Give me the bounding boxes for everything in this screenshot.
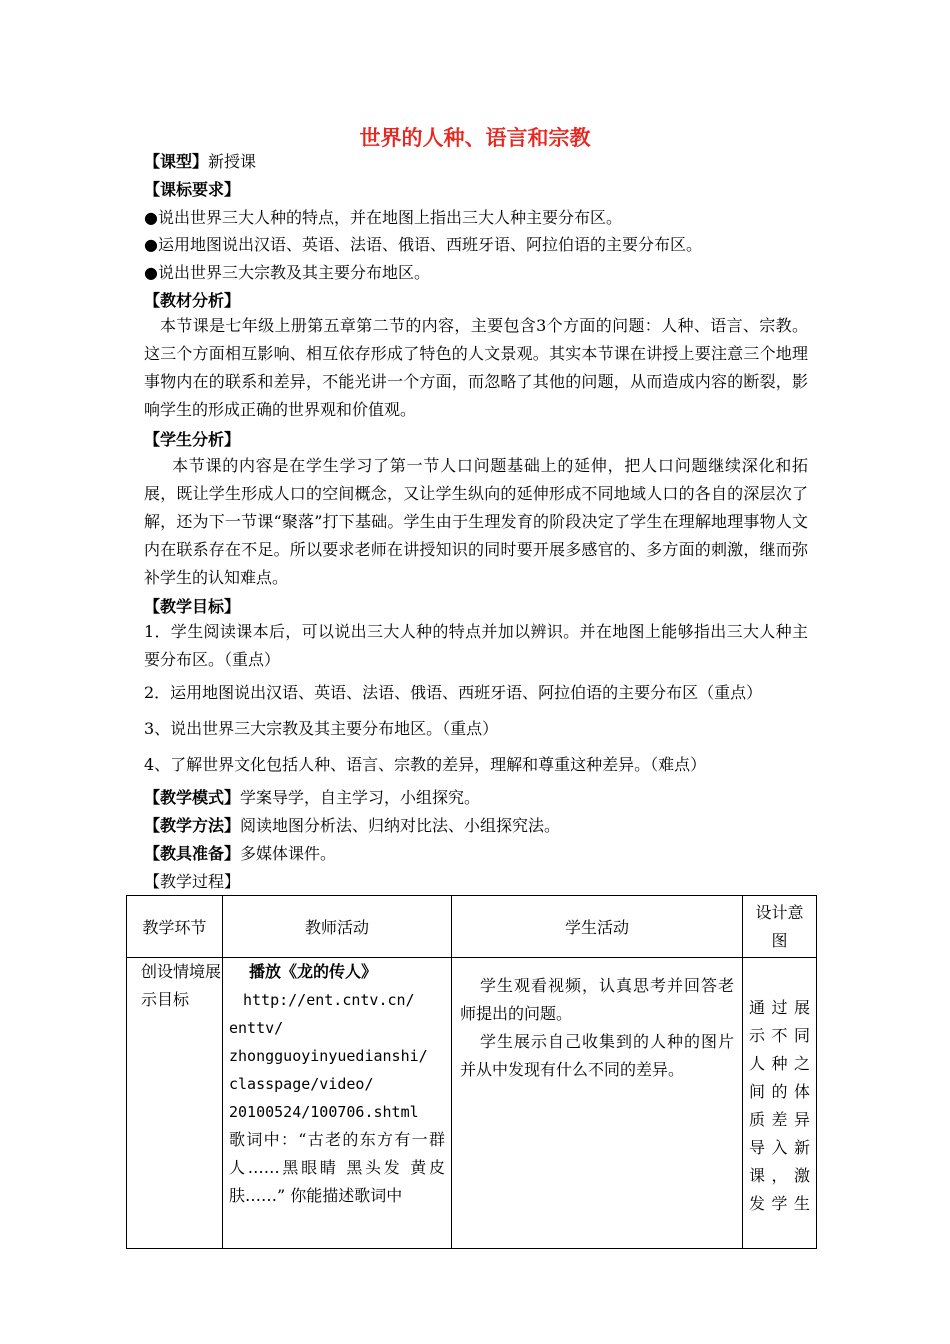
method-line bbox=[144, 816, 560, 836]
lesson-type-label: 【课型】 bbox=[144, 152, 209, 171]
header-stage: 教学环节 bbox=[127, 896, 223, 958]
standard-item-2: ●运用地图说出汉语、英语、法语、俄语、西班牙语、阿拉伯语的主要分布区。 bbox=[144, 235, 702, 254]
teacher-url-1[interactable]: http://ent.cntv.cn/ bbox=[243, 991, 415, 1009]
textbook-analysis-label: 【教材分析】 bbox=[144, 291, 241, 310]
teacher-title: 播放《龙的传人》 bbox=[249, 962, 378, 981]
mode-value: 学案导学，自主学习，小组探究。 bbox=[240, 788, 481, 807]
process-label: 【教学过程】 bbox=[144, 872, 241, 891]
student-p1: 学生观看视频，认真思考并回答老师提出的问题。 bbox=[460, 976, 734, 1023]
header-student: 学生活动 bbox=[452, 896, 743, 958]
lesson-type-value: 新授课 bbox=[208, 152, 257, 171]
header-teacher: 教师活动 bbox=[223, 896, 452, 958]
teaching-process-table bbox=[126, 895, 817, 1249]
tools-label: 【教具准备】 bbox=[144, 844, 241, 863]
tools-value: 多媒体课件。 bbox=[240, 844, 337, 863]
goal-item-4: 4、了解世界文化包括人种、语言、宗教的差异，理解和尊重这种差异。（难点） bbox=[144, 755, 707, 774]
standards-label: 【课标要求】 bbox=[144, 180, 241, 199]
method-label: 【教学方法】 bbox=[144, 816, 241, 835]
teacher-text: 歌词中：“古老的东方有一群人……黑眼睛 黑头发 黄皮肤……” 你能描述歌词中 bbox=[229, 1130, 445, 1205]
cell-design: 通过展示不同人种之间的体质差异导入新课，激发学生 bbox=[743, 958, 817, 1249]
student-analysis-text: 本节课的内容是在学生学习了第一节人口问题基础上的延伸，把人口问题继续深化和拓展，既让学生形成人口的空间概念，又让学生纵向的延伸形成不同地域人口的各自的深层次了解，还为下一节课“聚落”打下基础。学生由于生理发育的阶段决定了学生在理解地理事物人文内在联系存在不足。所以要求老师在讲授知识的同时要开展多感官的、多方面的刺激，继而弥补学生的认知难点。 bbox=[144, 456, 808, 587]
teacher-url-4[interactable]: classpage/video/ bbox=[229, 1075, 374, 1093]
student-analysis-label: 【学生分析】 bbox=[144, 430, 241, 449]
method-value: 阅读地图分析法、归纳对比法、小组探究法。 bbox=[240, 816, 561, 835]
cell-student bbox=[452, 958, 743, 1249]
student-p2: 学生展示自己收集到的人种的图片并从中发现有什么不同的差异。 bbox=[460, 1032, 734, 1079]
goal-item-3: 3、说出世界三大宗教及其主要分布地区。（重点） bbox=[144, 719, 499, 738]
standard-item-1: ●说出世界三大人种的特点，并在地图上指出三大人种主要分布区。 bbox=[144, 208, 622, 227]
cell-stage: 创设情境展示目标 bbox=[127, 958, 223, 1249]
goal-item-2: 2．运用地图说出汉语、英语、法语、俄语、西班牙语、阿拉伯语的主要分布区（重点） bbox=[144, 683, 763, 702]
table-row bbox=[127, 958, 817, 1249]
teacher-url-5[interactable]: 20100524/100706.shtml bbox=[229, 1103, 419, 1121]
lesson-type-line bbox=[144, 152, 256, 172]
header-design: 设计意图 bbox=[743, 896, 817, 958]
mode-label: 【教学模式】 bbox=[144, 788, 241, 807]
cell-teacher bbox=[223, 958, 452, 1249]
textbook-analysis-text: 本节课是七年级上册第五章第二节的内容，主要包含3个方面的问题：人种、语言、宗教。这三个方面相互影响、相互依存形成了特色的人文景观。其实本节课在讲授上要注意三个地理事物内在的联系和差异，不能光讲一个方面，而忽略了其他的问题，从而造成内容的断裂，影响学生的形成正确的世界观和价值观。 bbox=[144, 316, 808, 419]
goals-label: 【教学目标】 bbox=[144, 597, 241, 616]
page-title: 世界的人种、语言和宗教 bbox=[359, 126, 591, 150]
teacher-url-3[interactable]: zhongguoyinyuedianshi/ bbox=[229, 1047, 428, 1065]
table-header-row bbox=[127, 896, 817, 958]
tools-line bbox=[144, 844, 336, 864]
goal-item-1: 1．学生阅读课本后，可以说出三大人种的特点并加以辨识。并在地图上能够指出三大人种主要分布区。（重点） bbox=[144, 622, 808, 669]
mode-line bbox=[144, 788, 480, 808]
standard-item-3: ●说出世界三大宗教及其主要分布地区。 bbox=[144, 263, 430, 282]
teacher-url-2[interactable]: enttv/ bbox=[229, 1019, 284, 1037]
